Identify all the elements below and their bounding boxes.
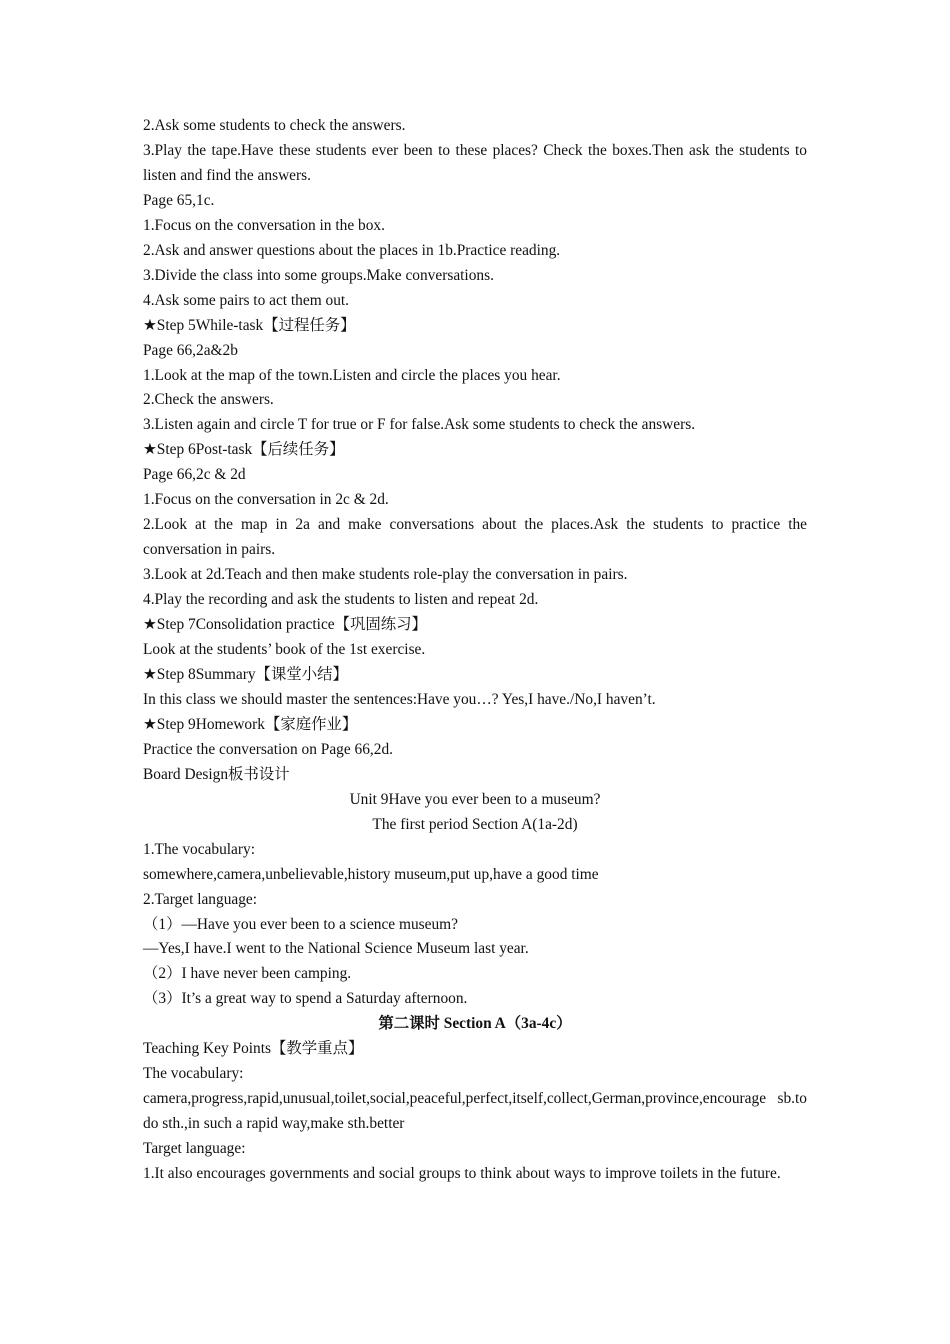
text-line: （1）—Have you ever been to a science museum?: [143, 915, 458, 933]
text-line: Teaching Key Points【教学重点】: [143, 1040, 364, 1058]
document-page: [143, 114, 807, 1187]
text-line: somewhere,camera,unbelievable,history museum,put up,have a good time: [143, 865, 599, 883]
text-line: —Yes,I have.I went to the National Science Museum last year.: [143, 940, 529, 958]
text-line: 3.Divide the class into some groups.Make conversations.: [143, 266, 494, 284]
text-line: The vocabulary:: [143, 1065, 244, 1083]
step-heading: ★Step 5While-task【过程任务】: [143, 316, 356, 334]
vocabulary-list: camera,progress,rapid,unusual,toilet,social,peaceful,perfect,itself,collect,German,province,encourage sb.to do sth.,in such a rapid way,make sth.better: [143, 1090, 807, 1133]
board-design-heading: Board Design板书设计: [143, 765, 290, 783]
text-line: Target language:: [143, 1140, 246, 1158]
text-line: Page 66,2c & 2d: [143, 466, 246, 484]
text-line: 2.Ask some students to check the answers.: [143, 117, 406, 134]
board-subtitle: The first period Section A(1a-2d): [372, 815, 578, 833]
board-title: Unit 9Have you ever been to a museum?: [349, 790, 601, 808]
text-line: 3.Listen again and circle T for true or F for false.Ask some students to check the answers.: [143, 416, 696, 434]
section-title: 第二课时 Section A（3a-4c）: [378, 1015, 572, 1033]
text-line: Look at the students’ book of the 1st exercise.: [143, 641, 426, 659]
text-line: 1.The vocabulary:: [143, 840, 255, 858]
step-heading: ★Step 8Summary【课堂小结】: [143, 665, 348, 683]
text-line: 2.Target language:: [143, 890, 258, 908]
text-line: 4.Play the recording and ask the students to listen and repeat 2d.: [143, 591, 539, 609]
text-line: （3）It’s a great way to spend a Saturday afternoon.: [143, 990, 468, 1008]
step-heading: ★Step 7Consolidation practice【巩固练习】: [143, 616, 427, 634]
text-paragraph: 3.Play the tape.Have these students ever been to these places? Check the boxes.Then ask the students to listen and find the answers.: [143, 141, 807, 184]
text-line: 1.Focus on the conversation in the box.: [143, 216, 385, 234]
text-line: Page 65,1c.: [143, 191, 215, 209]
text-line: （2）I have never been camping.: [143, 965, 352, 983]
text-line: 1.Focus on the conversation in 2c & 2d.: [143, 491, 389, 509]
text-line: Page 66,2a&2b: [143, 341, 238, 359]
text-line: 3.Look at 2d.Teach and then make students role-play the conversation in pairs.: [143, 566, 628, 584]
text-paragraph: 2.Look at the map in 2a and make conversations about the places.Ask the students to practice the conversation in pairs.: [143, 516, 807, 559]
text-paragraph: 1.It also encourages governments and social groups to think about ways to improve toilets in the future.: [143, 1165, 781, 1183]
text-line: Practice the conversation on Page 66,2d.: [143, 740, 394, 758]
text-line: 1.Look at the map of the town.Listen and circle the places you hear.: [143, 366, 561, 384]
text-line: 4.Ask some pairs to act them out.: [143, 291, 350, 309]
text-line: 2.Ask and answer questions about the places in 1b.Practice reading.: [143, 241, 561, 259]
text-line: 2.Check the answers.: [143, 391, 274, 409]
step-heading: ★Step 9Homework【家庭作业】: [143, 715, 358, 733]
step-heading: ★Step 6Post-task【后续任务】: [143, 441, 345, 459]
text-line: In this class we should master the sentences:Have you…? Yes,I have./No,I haven’t.: [143, 690, 656, 708]
